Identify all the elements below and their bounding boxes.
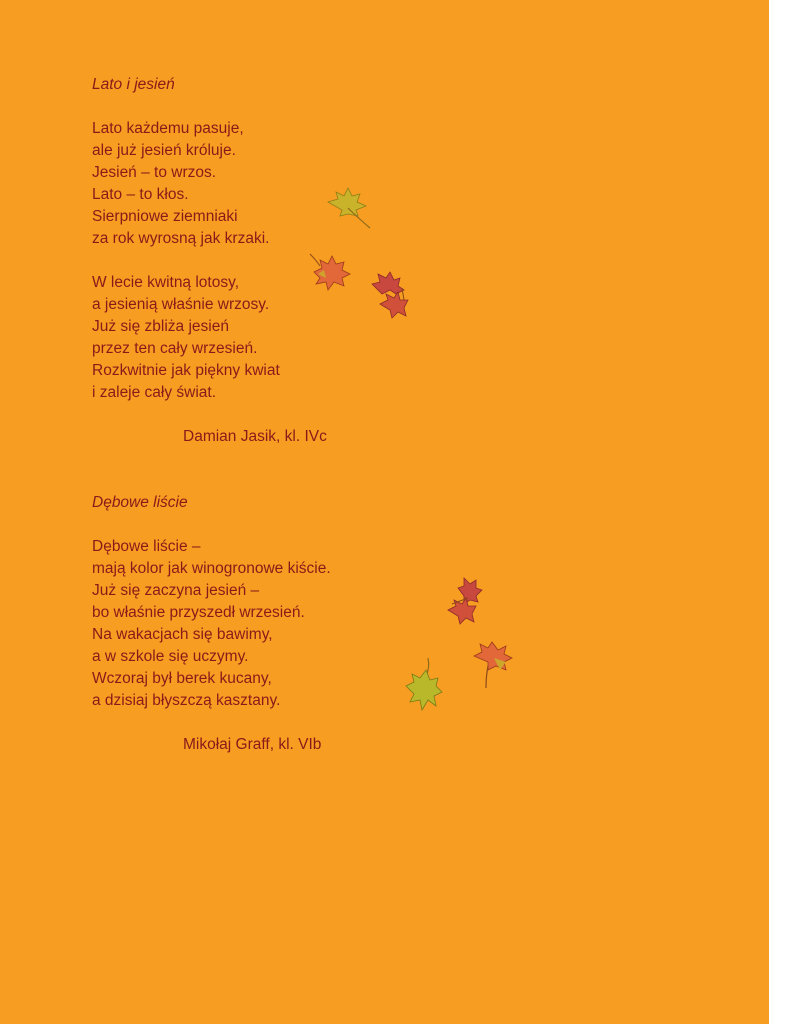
poem-line: Już się zbliża jesień <box>92 318 229 335</box>
yellow-maple-leaf-icon <box>402 656 444 716</box>
poem-line: i zaleje cały świat. <box>92 384 217 401</box>
poem-line: Lato – to kłos. <box>92 186 189 203</box>
poem-line: a dzisiaj błyszczą kasztany. <box>92 692 281 709</box>
poem-line: bo właśnie przyszedł wrzesień. <box>92 604 305 621</box>
poem-line: Już się zaczyna jesień – <box>92 582 260 599</box>
poem-line: przez ten cały wrzesień. <box>92 340 258 357</box>
poem-line: a w szkole się uczymy. <box>92 648 249 665</box>
poem-debowe-liscie <box>92 492 331 756</box>
poem-author: Mikołaj Graff, kl. VIb <box>183 736 322 753</box>
red-maple-leaf-icon <box>444 576 486 628</box>
poem-line: Dębowe liście – <box>92 538 201 555</box>
orange-maple-leaf-icon <box>470 640 514 690</box>
poem-lato-i-jesien <box>92 74 327 448</box>
poem-line: ale już jesień króluje. <box>92 142 236 159</box>
poem-line: Wczoraj był berek kucany, <box>92 670 272 687</box>
poem-line: a jesienią właśnie wrzosy. <box>92 296 270 313</box>
poem-line: W lecie kwitną lotosy, <box>92 274 240 291</box>
red-maple-leaf-icon <box>368 270 410 322</box>
orange-maple-leaf-icon <box>306 252 352 296</box>
yellow-maple-leaf-icon <box>322 186 374 232</box>
poem-line: mają kolor jak winogronowe kiście. <box>92 560 331 577</box>
poem-line: Na wakacjach się bawimy, <box>92 626 273 643</box>
poem-line: za rok wyrosną jak krzaki. <box>92 230 270 247</box>
poem-title: Dębowe liście <box>92 494 188 511</box>
poem-line: Rozkwitnie jak piękny kwiat <box>92 362 280 379</box>
poem-line: Jesień – to wrzos. <box>92 164 217 181</box>
poem-line: Lato każdemu pasuje, <box>92 120 244 137</box>
poem-author: Damian Jasik, kl. IVc <box>183 428 327 445</box>
poem-title: Lato i jesień <box>92 76 175 93</box>
poem-line: Sierpniowe ziemniaki <box>92 208 238 225</box>
